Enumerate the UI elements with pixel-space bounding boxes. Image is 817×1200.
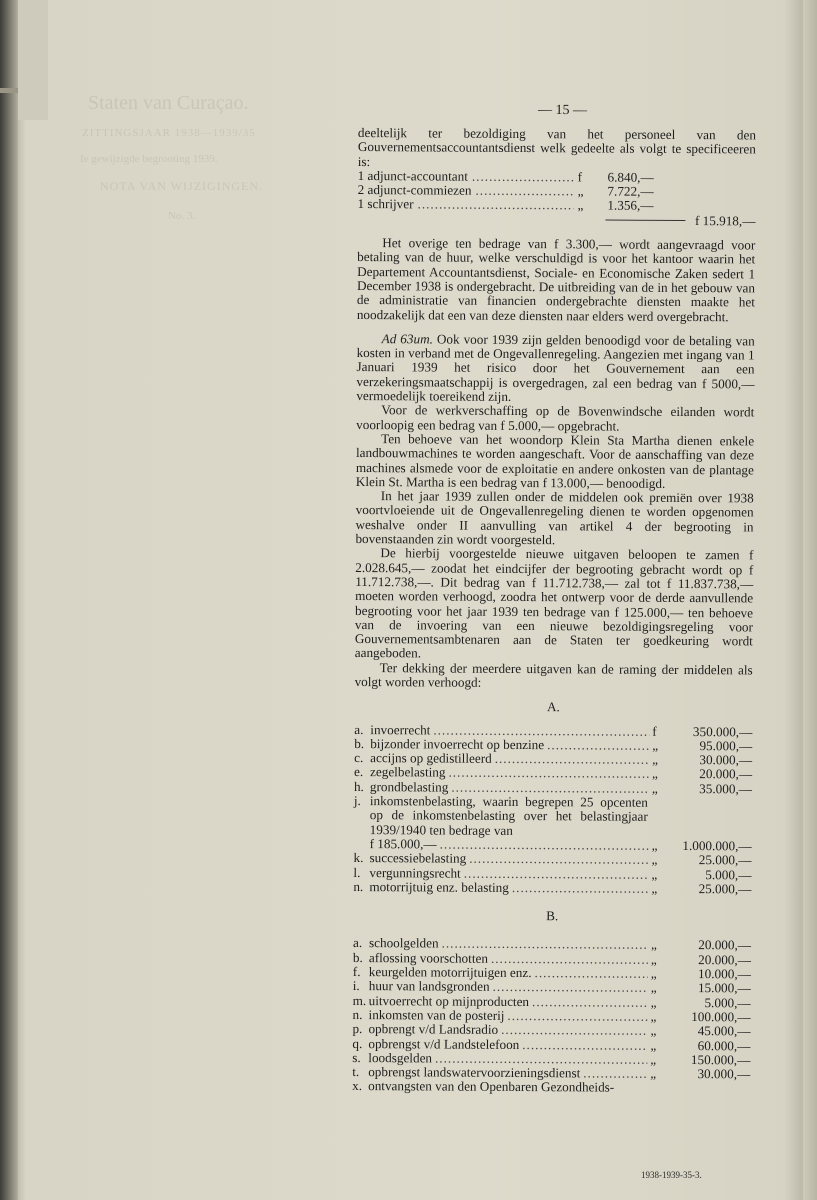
leader-dots xyxy=(512,881,649,896)
leader-dots xyxy=(507,1009,647,1024)
paragraph: Het overige ten bedrage van f 3.300,— wordt aangevraagd voor betaling van de huur, welke verschuldigd is voor het kantoor waarin het Departement Accountantsdienst, Sociale- en Economische Zaken sedert 1 December 1938 is ondergebracht. De uitbreiding van de in het gebouw van de administratie van financien ondergebrachte diensten maakte het noodzakelijk dat een van deze diensten naar elders werd overgebracht. xyxy=(356,235,756,324)
leader-dots xyxy=(440,837,649,852)
currency-sign: „ xyxy=(651,866,658,882)
paragraph: Ter dekking der meerdere uitgaven kan de raming der middelen als volgt worden verhoogd: xyxy=(354,659,753,690)
leader-dots xyxy=(535,966,648,981)
row-label: opbrengst landswatervoorzieningsdienst xyxy=(368,1064,581,1081)
row-label: opbrengt v/d Landsradio xyxy=(368,1021,499,1038)
currency-sign: „ xyxy=(651,837,658,853)
section-a-list xyxy=(353,723,752,897)
row-letter: j. xyxy=(353,793,361,809)
leader-dots xyxy=(583,1067,647,1081)
row-amount: 30.000,— xyxy=(699,752,753,768)
leader-dots xyxy=(501,1023,647,1038)
row-letter: b. xyxy=(354,735,365,751)
row-letter: f. xyxy=(352,964,361,980)
currency-sign: f xyxy=(577,169,583,185)
row-label: schoolgelden xyxy=(368,935,439,951)
intro-paragraph: deeltelijk ter bezoldiging van het personeel van den Gouvernementsaccountantsdienst welk gedeelte als volgt te specificeeren is: xyxy=(357,125,756,169)
leader-dots xyxy=(532,995,648,1010)
row-amount: 35.000,— xyxy=(699,780,753,797)
currency-sign: „ xyxy=(650,937,657,953)
row-letter: e. xyxy=(354,764,364,780)
row-label: loodsgelden xyxy=(368,1049,433,1066)
revenue-row xyxy=(352,1079,750,1096)
row-letter: n. xyxy=(353,878,364,894)
leader-dots xyxy=(522,1038,647,1053)
leader-dots xyxy=(469,852,648,867)
paragraph: Ten behoeve van het woondorp Klein Sta Martha dienen enkele landbouwmachines te worden aangeschaft. Voor de aanschaffing van deze machines alsmede voor de exploitatie en andere onkosten van de plantage Klein St. Martha is een bedrag van f 13.000,— benoodigd. xyxy=(355,431,755,491)
row-label: bijzonder invoerrecht op benzine xyxy=(370,735,545,753)
row-amount: 5.000,— xyxy=(704,994,751,1011)
row-label: inkomsten van de posterij xyxy=(368,1007,505,1023)
row-amount: 15.000,— xyxy=(697,980,751,996)
leader-dots xyxy=(418,198,574,213)
paragraph: De hierbij voorgestelde nieuwe uitgaven beloopen te zamen f 2.028.645,— zoodat het eindcijfer der begrooting gebracht wordt op f 11.712.738,—. Dit bedrag van f 11.712.738,— zal tot f 11.837.738,— moeten worden verhoogd, zoodra het ontwerp voor de derde aanvullende begrooting voor het jaar 1939 ten bedrage van f 125.000,— ten behoeve van de invoering van een nieuwe bezoldigingsregeling voor Gouvernementsambtenaren aan de Staten ter goedkeuring wordt aangeboden. xyxy=(354,545,754,661)
row-label: grondbelasting xyxy=(369,778,449,795)
row-letter: b. xyxy=(352,949,363,965)
row-label: 2 adjunct-commiezen xyxy=(357,182,472,198)
row-label: 1 schrijver xyxy=(357,196,414,212)
currency-sign: „ xyxy=(651,780,658,796)
currency-sign: f xyxy=(652,723,657,739)
currency-sign: „ xyxy=(650,1037,657,1053)
row-label: vergunningsrecht xyxy=(369,864,461,881)
row-letter: k. xyxy=(353,850,364,866)
row-amount: 100.000,— xyxy=(691,1008,751,1025)
paragraph xyxy=(356,332,754,406)
row-letter: h. xyxy=(353,778,364,794)
page-number: — 15 — xyxy=(537,102,588,119)
row-amount: 1.356,— xyxy=(607,198,654,214)
bleed-through-text xyxy=(40,92,340,222)
row-amount: 20.000,— xyxy=(699,766,753,782)
row-letter: s. xyxy=(352,1049,361,1065)
currency-sign: „ xyxy=(652,751,659,768)
row-letter: a. xyxy=(354,721,364,737)
paragraph: In het jaar 1939 zullen onder de middelen ook premiën over 1938 voortvloeiende uit de Ongevallenregeling dienen te worden opgenomen weshalve onder II aanvulling van artikel 4 der begrooting in bovenstaanden zin wordt voorgesteld. xyxy=(355,488,754,548)
row-letter: p. xyxy=(352,1021,363,1037)
row-label: huur van landsgronden xyxy=(368,978,490,995)
row-letter: n. xyxy=(352,1006,363,1022)
row-letter: m. xyxy=(352,992,367,1008)
leader-dots xyxy=(493,980,648,995)
row-label: f 185.000,— xyxy=(369,836,437,852)
row-label: opbrengst v/d Landstelefoon xyxy=(368,1035,520,1052)
leader-dots xyxy=(475,184,573,199)
row-amount: 7.722,— xyxy=(607,183,654,199)
row-label: uitvoerrecht op mijnproducten xyxy=(368,992,530,1009)
document-reference: 1938-1939-35-3. xyxy=(641,1170,702,1180)
total-rule xyxy=(605,219,685,220)
bleed-title: Staten van Curaçao. xyxy=(88,92,249,114)
ad-label: Ad 63um. xyxy=(381,331,433,347)
row-amount: 25.000,— xyxy=(698,880,752,897)
row-letter: l. xyxy=(353,864,361,880)
leader-dots xyxy=(495,752,649,767)
currency-sign: „ xyxy=(650,1065,657,1081)
row-amount: 6.840,— xyxy=(607,169,654,185)
section-b-heading: B. xyxy=(546,908,559,924)
row-amount: 20.000,— xyxy=(698,951,751,968)
row-letter: x. xyxy=(352,1078,363,1094)
row-label: keurgelden motorrijtuigen enz. xyxy=(368,964,532,981)
row-amount: 150.000,— xyxy=(690,1051,751,1068)
row-amount: 5.000,— xyxy=(705,866,752,882)
leader-dots xyxy=(472,170,574,185)
row-amount: 20.000,— xyxy=(698,937,752,953)
row-label: motorrijtuig enz. belasting xyxy=(369,878,509,895)
row-amount: 350.000,— xyxy=(692,723,753,739)
row-letter: a. xyxy=(352,935,363,951)
row-amount: 25.000,— xyxy=(698,852,752,868)
paragraph: Voor de werkverschaffing op de Bovenwindsche eilanden wordt voorloopig een bedrag van f 5.000,— opgebracht. xyxy=(356,402,755,434)
currency-sign: „ xyxy=(650,1051,657,1067)
section-b-list xyxy=(352,936,751,1096)
row-text: inkomstenbelasting, waarin begrepen 25 opcenten op de inkomstenbelasting over het belastingjaar 1939/1940 ten bedrage van xyxy=(369,793,648,838)
specification-list xyxy=(357,169,653,214)
currency-sign: „ xyxy=(651,852,658,868)
section-a-heading: A. xyxy=(546,699,560,715)
total-amount: f 15.918,— xyxy=(694,212,756,229)
row-label: successiebelasting xyxy=(369,850,467,866)
currency-sign: „ xyxy=(651,880,658,896)
row-letter: i. xyxy=(352,978,360,994)
row-letter: c. xyxy=(354,750,364,766)
currency-sign: „ xyxy=(650,994,657,1010)
row-amount: 60.000,— xyxy=(697,1037,751,1053)
currency-sign: „ xyxy=(650,1023,657,1039)
row-label: ontvangsten van den Openbaren Gezondheids- xyxy=(368,1078,615,1095)
row-amount: 1.000.000,— xyxy=(682,837,752,854)
currency-sign: „ xyxy=(650,951,657,967)
body-text xyxy=(352,126,756,1096)
currency-sign: „ xyxy=(577,197,584,213)
row-amount: 95.000,— xyxy=(699,737,753,754)
bleed-line: NOTA VAN WIJZIGINGEN. xyxy=(100,179,264,193)
specification-row xyxy=(357,197,653,213)
row-label: 1 adjunct-accountant xyxy=(357,167,468,184)
currency-sign: „ xyxy=(650,980,657,996)
row-label: zegelbelasting xyxy=(370,764,446,781)
row-letter: q. xyxy=(352,1035,363,1051)
currency-sign: „ xyxy=(577,183,584,199)
currency-sign: „ xyxy=(652,737,659,753)
paragraph-text: Ook voor 1939 zijn gelden benoodigd voor de betaling van kosten in verband met de Ongevallenregeling. Aangezien met ingang van 1 Januari 1939 het risico door het Gouvernement aan een verzekeringsmaatschappij is overgedragen, zal een bedrag van f 5000,— vermoedelijk toereikend zijn. xyxy=(356,331,755,404)
leader-dots xyxy=(547,738,649,753)
row-amount: 45.000,— xyxy=(697,1023,751,1039)
currency-sign: „ xyxy=(650,965,657,981)
revenue-row xyxy=(353,880,751,897)
row-label: aflossing voorschotten xyxy=(368,949,489,966)
row-label: invoerrecht xyxy=(370,721,431,738)
bleed-line: ZITTINGSJAAR 1938—1939/35 xyxy=(82,127,256,139)
row-amount: 30.000,— xyxy=(697,1066,751,1082)
bleed-line: Ie gewijzigde begrooting 1939. xyxy=(80,153,218,165)
revenue-row-multiline xyxy=(354,794,752,839)
currency-sign: „ xyxy=(650,1008,657,1024)
row-amount: 10.000,— xyxy=(698,966,751,982)
currency-sign: „ xyxy=(652,766,658,782)
bleed-line: No. 3. xyxy=(168,210,196,222)
leader-dots xyxy=(448,766,649,781)
row-label: accijns op gedistilleerd xyxy=(370,750,492,767)
row-letter: t. xyxy=(352,1064,360,1080)
